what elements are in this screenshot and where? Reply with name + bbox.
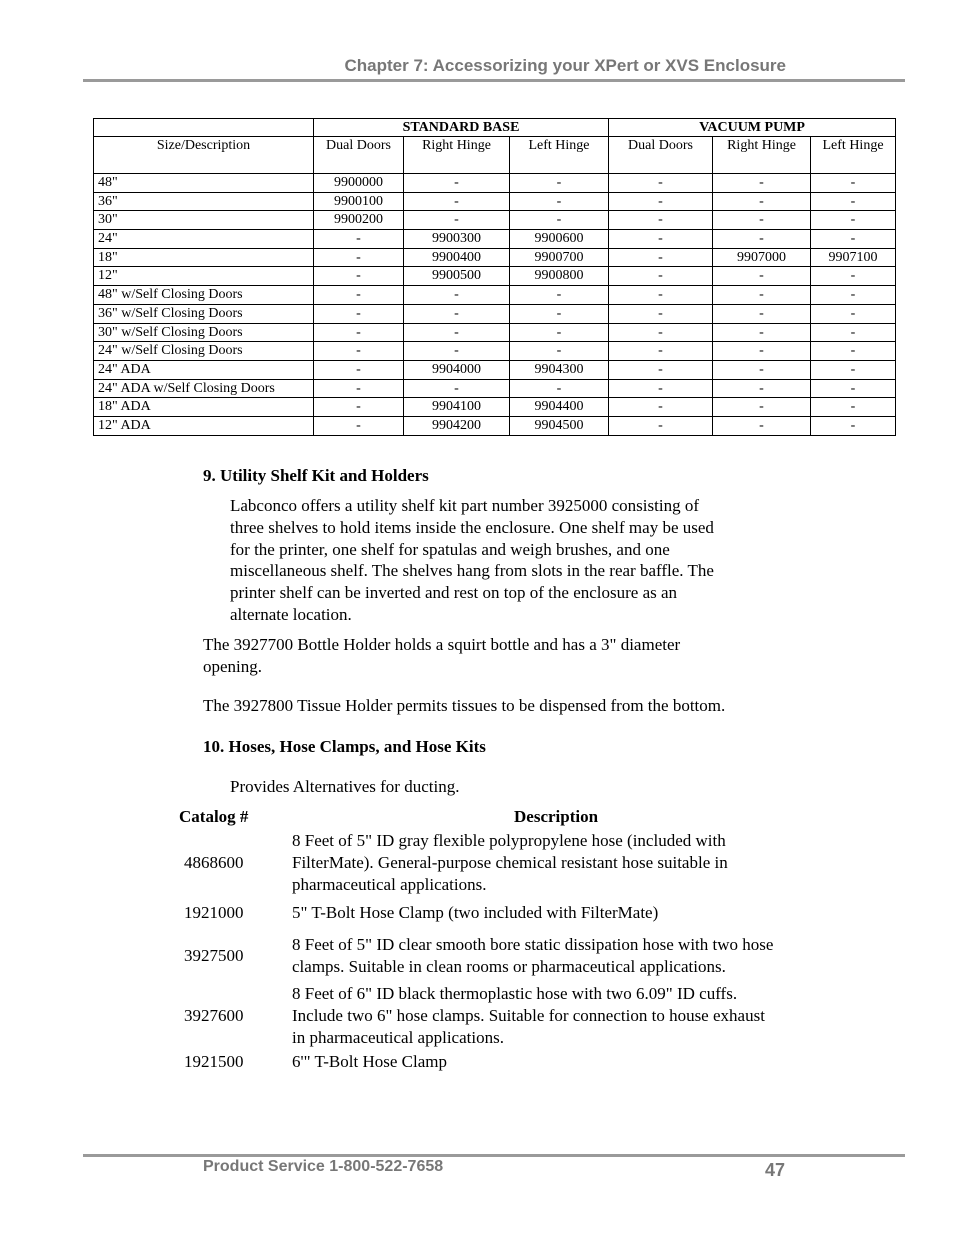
catalog-number-cell: -: [713, 379, 811, 398]
models-table: [93, 118, 896, 436]
catalog-number-cell: -: [404, 192, 510, 211]
description-line: Include two 6" hose clamps. Suitable for connection to house exhaust: [292, 1005, 765, 1025]
row-description-cell: 30": [94, 211, 314, 230]
table-row: [94, 267, 896, 286]
catalog-number-cell: -: [609, 286, 713, 305]
row-description-cell: 18": [94, 248, 314, 267]
catalog-number: 4868600: [184, 852, 244, 872]
catalog-number-cell: -: [811, 267, 896, 286]
catalog-number-cell: -: [314, 342, 404, 361]
catalog-description: [292, 934, 842, 978]
catalog-number-cell: -: [609, 211, 713, 230]
catalog-number-cell: 9907100: [811, 248, 896, 267]
catalog-number-cell: -: [510, 286, 609, 305]
row-description-cell: 48" w/Self Closing Doors: [94, 286, 314, 305]
catalog-number-cell: -: [510, 211, 609, 230]
section-9-title: 9. Utility Shelf Kit and Holders: [203, 466, 429, 485]
row-description-cell: 30" w/Self Closing Doors: [94, 323, 314, 342]
catalog-number-cell: -: [811, 211, 896, 230]
row-description-cell: 12": [94, 267, 314, 286]
catalog-column-header: Catalog #: [179, 807, 249, 826]
catalog-number-cell: -: [609, 416, 713, 435]
chapter-header: Chapter 7: Accessorizing your XPert or XVS Enclosure: [344, 56, 786, 75]
catalog-number-cell: -: [404, 286, 510, 305]
description-column-header: Description: [514, 807, 599, 826]
column-header: Left Hinge: [510, 137, 609, 174]
row-description-cell: 12" ADA: [94, 416, 314, 435]
catalog-number-cell: -: [314, 323, 404, 342]
description-line: 8 Feet of 5" ID clear smooth bore static dissipation hose with two hose: [292, 935, 774, 954]
catalog-number-cell: -: [713, 398, 811, 417]
catalog-number-cell: -: [510, 323, 609, 342]
catalog-number-cell: -: [713, 230, 811, 249]
section-10-title: 10. Hoses, Hose Clamps, and Hose Kits: [203, 737, 486, 756]
catalog-number-cell: -: [314, 304, 404, 323]
row-description-cell: 18" ADA: [94, 398, 314, 417]
table-row: [94, 323, 896, 342]
catalog-number-cell: -: [314, 416, 404, 435]
paragraph-line: printer shelf can be inverted and rest on top of the enclosure as an: [230, 583, 678, 603]
paragraph-line: opening.: [203, 656, 263, 676]
catalog-number-cell: -: [510, 174, 609, 193]
catalog-number-cell: -: [609, 360, 713, 379]
catalog-number-cell: -: [713, 211, 811, 230]
catalog-number-cell: -: [713, 304, 811, 323]
catalog-number-cell: -: [510, 342, 609, 361]
table-row: [94, 304, 896, 323]
footer-rule: [83, 1154, 905, 1157]
table-row: [94, 192, 896, 211]
catalog-number-cell: -: [314, 248, 404, 267]
paragraph-line: miscellaneous shelf. The shelves hang from slots in the rear baffle. The: [230, 561, 714, 581]
catalog-number-cell: -: [314, 230, 404, 249]
column-header: Right Hinge: [404, 137, 510, 174]
catalog-number-cell: 9900400: [404, 248, 510, 267]
table-row: [94, 230, 896, 249]
row-description-cell: 24" ADA w/Self Closing Doors: [94, 379, 314, 398]
group-header-standard-base: STANDARD BASE: [314, 119, 609, 137]
table-row: [94, 211, 896, 230]
row-description-cell: 36" w/Self Closing Doors: [94, 304, 314, 323]
table-row: [94, 342, 896, 361]
catalog-number-cell: 9900000: [314, 174, 404, 193]
catalog-number-cell: -: [713, 192, 811, 211]
catalog-number-cell: -: [713, 267, 811, 286]
tissue-holder-paragraph: The 3927800 Tissue Holder permits tissues to be dispensed from the bottom.: [203, 696, 726, 715]
description-line: clamps. Suitable in clean rooms or pharmaceutical applications.: [292, 956, 726, 976]
catalog-description: [292, 1051, 842, 1073]
table-group-header-row: [94, 119, 896, 137]
catalog-number-cell: -: [609, 379, 713, 398]
catalog-number-cell: -: [713, 286, 811, 305]
table-row: [94, 416, 896, 435]
catalog-number-cell: 9904400: [510, 398, 609, 417]
catalog-number-cell: -: [811, 398, 896, 417]
catalog-number-cell: -: [811, 286, 896, 305]
table-header-blank: [94, 119, 314, 137]
paragraph-line: The 3927700 Bottle Holder holds a squirt bottle and has a 3" diameter: [203, 635, 681, 654]
column-header: Left Hinge: [811, 137, 896, 174]
catalog-number-cell: -: [314, 398, 404, 417]
catalog-number-cell: -: [609, 323, 713, 342]
catalog-number-cell: -: [404, 323, 510, 342]
catalog-number-cell: -: [314, 286, 404, 305]
table-row: [94, 174, 896, 193]
catalog-number-cell: 9900700: [510, 248, 609, 267]
catalog-description: [292, 983, 842, 1048]
catalog-number-cell: -: [609, 230, 713, 249]
catalog-number-cell: -: [609, 342, 713, 361]
catalog-number-cell: -: [404, 211, 510, 230]
catalog-description: [292, 902, 842, 924]
catalog-number-cell: -: [811, 323, 896, 342]
catalog-number-cell: -: [609, 398, 713, 417]
catalog-description: [292, 830, 842, 895]
description-line: 8 Feet of 5" ID gray flexible polypropylene hose (included with: [292, 831, 726, 850]
table-row: [94, 398, 896, 417]
table-body: [94, 174, 896, 436]
column-header: Dual Doors: [609, 137, 713, 174]
row-description-cell: 36": [94, 192, 314, 211]
catalog-number-cell: -: [713, 416, 811, 435]
row-description-cell: 24" w/Self Closing Doors: [94, 342, 314, 361]
catalog-number-cell: 9900200: [314, 211, 404, 230]
bottle-holder-paragraph: [203, 634, 803, 678]
catalog-number-cell: -: [811, 360, 896, 379]
catalog-number-cell: -: [609, 248, 713, 267]
column-header: Right Hinge: [713, 137, 811, 174]
paragraph-line: three shelves to hold items inside the enclosure. One shelf may be used: [230, 517, 714, 537]
catalog-number-cell: 9904300: [510, 360, 609, 379]
catalog-number-cell: -: [404, 174, 510, 193]
catalog-number-cell: -: [314, 379, 404, 398]
paragraph-line: Labconco offers a utility shelf kit part number 3925000 consisting of: [230, 496, 699, 515]
catalog-number-cell: -: [811, 416, 896, 435]
column-header: Size/Description: [94, 137, 314, 174]
catalog-number-cell: -: [713, 174, 811, 193]
catalog-number-cell: -: [510, 304, 609, 323]
catalog-number-cell: 9904100: [404, 398, 510, 417]
section-9-paragraph: [230, 495, 790, 626]
catalog-number-cell: -: [609, 267, 713, 286]
catalog-number-cell: -: [811, 304, 896, 323]
catalog-number-cell: 9900600: [510, 230, 609, 249]
table-row: [94, 248, 896, 267]
catalog-number-cell: -: [811, 379, 896, 398]
catalog-number-cell: -: [713, 323, 811, 342]
page-number: 47: [765, 1160, 786, 1180]
catalog-number-cell: 9900300: [404, 230, 510, 249]
description-line: pharmaceutical applications.: [292, 874, 487, 894]
catalog-number-cell: -: [811, 174, 896, 193]
catalog-number: 3927600: [184, 1005, 244, 1025]
paragraph-line: alternate location.: [230, 604, 352, 624]
row-description-cell: 48": [94, 174, 314, 193]
description-line: 5" T-Bolt Hose Clamp (two included with FilterMate): [292, 903, 659, 922]
catalog-number-cell: -: [811, 192, 896, 211]
catalog-number: 3927500: [184, 946, 244, 965]
column-header: Dual Doors: [314, 137, 404, 174]
row-description-cell: 24" ADA: [94, 360, 314, 379]
description-line: FilterMate). General-purpose chemical resistant hose suitable in: [292, 852, 728, 872]
catalog-number-cell: -: [609, 174, 713, 193]
description-line: 8 Feet of 6" ID black thermoplastic hose with two 6.09" ID cuffs.: [292, 984, 738, 1003]
table-row: [94, 286, 896, 305]
catalog-number-cell: -: [510, 192, 609, 211]
table-column-header-row: [94, 137, 896, 174]
catalog-number-cell: 9904200: [404, 416, 510, 435]
catalog-number-cell: -: [314, 267, 404, 286]
catalog-number-cell: -: [811, 342, 896, 361]
catalog-number: 1921000: [184, 903, 244, 922]
catalog-number-cell: 9900100: [314, 192, 404, 211]
catalog-number-cell: -: [811, 230, 896, 249]
catalog-number-cell: -: [713, 360, 811, 379]
table-row: [94, 379, 896, 398]
group-header-vacuum-pump: VACUUM PUMP: [609, 119, 896, 137]
catalog-number-cell: 9900500: [404, 267, 510, 286]
catalog-number-cell: -: [713, 342, 811, 361]
table-row: [94, 360, 896, 379]
catalog-number-cell: -: [314, 360, 404, 379]
paragraph-line: for the printer, one shelf for spatulas and weigh brushes, and one: [230, 539, 670, 559]
catalog-number-cell: 9907000: [713, 248, 811, 267]
description-line: in pharmaceutical applications.: [292, 1027, 504, 1047]
catalog-number-cell: 9904000: [404, 360, 510, 379]
catalog-number-cell: -: [510, 379, 609, 398]
catalog-number-cell: -: [609, 304, 713, 323]
catalog-number-cell: -: [404, 379, 510, 398]
catalog-number-cell: 9900800: [510, 267, 609, 286]
row-description-cell: 24": [94, 230, 314, 249]
catalog-number-cell: -: [404, 342, 510, 361]
header-rule: [83, 79, 905, 82]
catalog-number: 1921500: [184, 1052, 244, 1071]
catalog-number-cell: -: [609, 192, 713, 211]
catalog-number-cell: -: [404, 304, 510, 323]
section-10-intro: Provides Alternatives for ducting.: [230, 777, 460, 796]
description-line: 6'" T-Bolt Hose Clamp: [292, 1052, 447, 1071]
footer-service-line: Product Service 1-800-522-7658: [203, 1158, 444, 1175]
catalog-number-cell: 9904500: [510, 416, 609, 435]
